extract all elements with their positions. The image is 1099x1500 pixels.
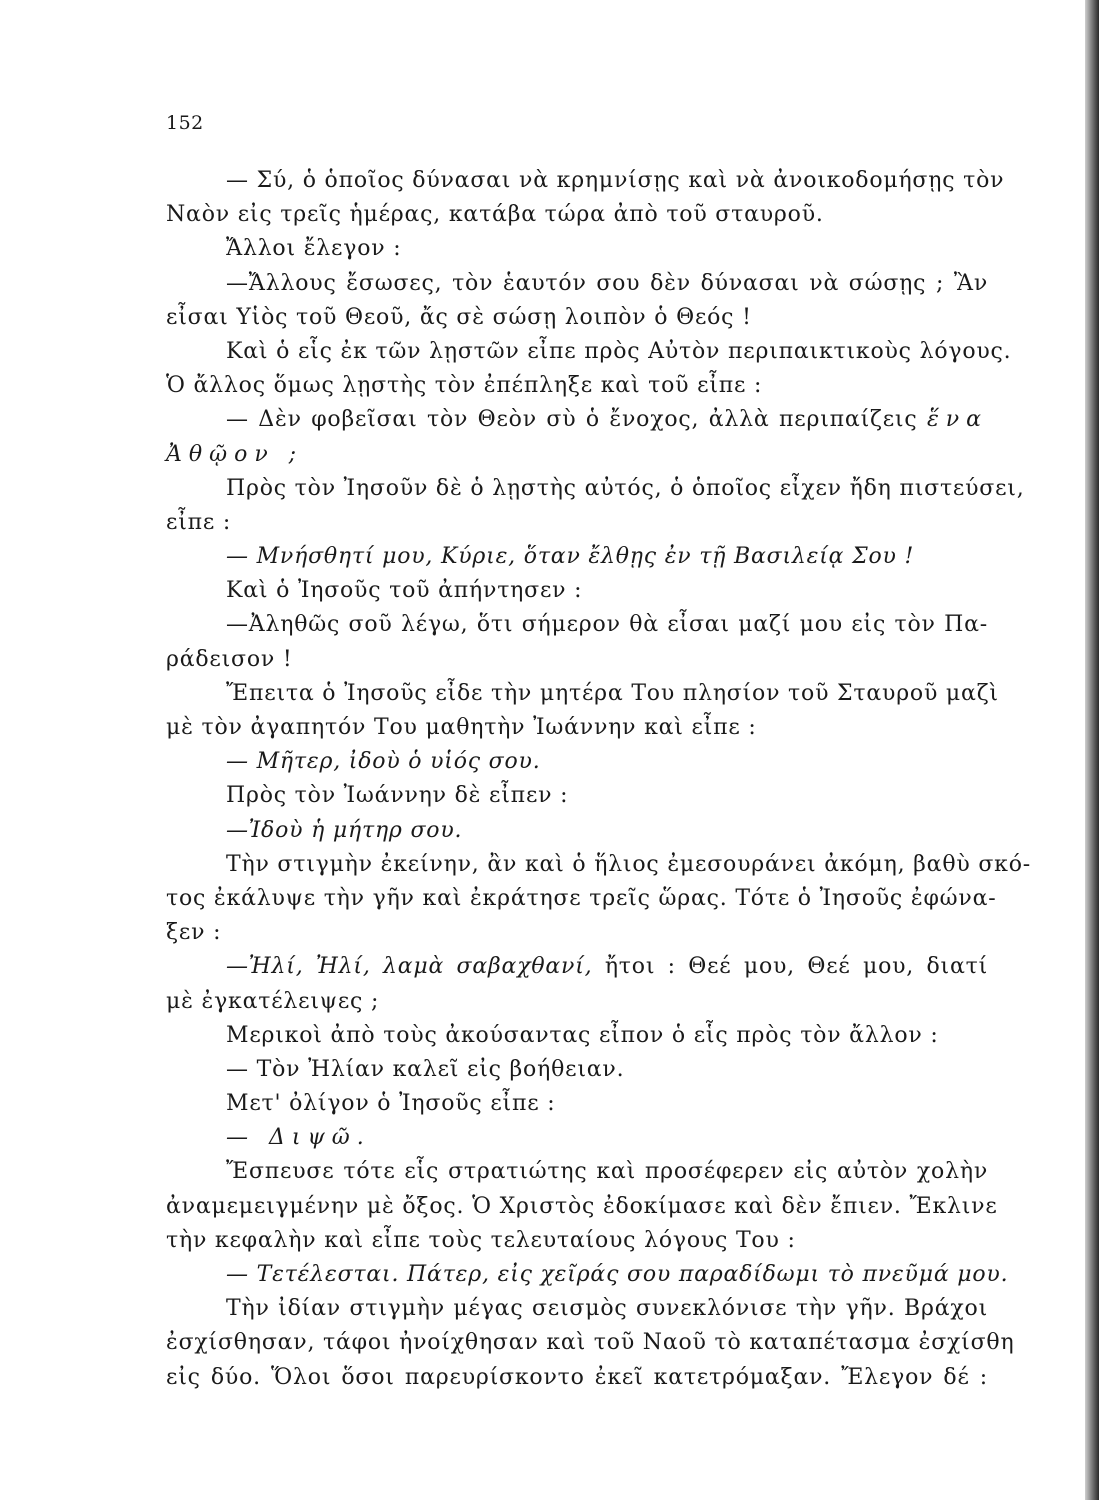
text-line: Πρὸς τὸν Ἰωάννην δὲ εἶπεν : <box>226 783 569 809</box>
text-line: Τὴν ἰδίαν στιγμὴν μέγας σεισμὸς συνεκλόνισε τὴν γῆν. Βράχοι <box>226 1296 988 1322</box>
text-line: Ἔσπευσε τότε εἷς στρατιώτης καὶ προσέφερεν εἰς αὐτὸν χολὴν <box>226 1159 988 1185</box>
text-line: μὲ ἐγκατέλειψες ; <box>166 988 380 1014</box>
text-line: Πρὸς τὸν Ἰησοῦν δὲ ὁ λῃστὴς αὐτός, ὁ ὁποῖος εἶχεν ἤδη πιστεύσει, <box>226 475 1025 501</box>
text-line: εἰς δύο. Ὅλοι ὅσοι παρευρίσκοντο ἐκεῖ κατετρόμαξαν. Ἔλεγον δέ : <box>166 1364 988 1390</box>
text-line: — Μνήσθητί μου, Κύριε, ὅταν ἔλθῃς ἐν τῇ Βασιλείᾳ Σου ! <box>226 544 915 570</box>
text-line: μὲ τὸν ἀγαπητόν Του μαθητὴν Ἰωάννην καὶ εἶπε : <box>166 715 757 740</box>
text-line: εἶπε : <box>166 509 232 535</box>
text-line: Ναὸν εἰς τρεῖς ἡμέρας, κατάβα τώρα ἀπὸ τοῦ σταυροῦ. <box>166 202 824 228</box>
text-line: ξεν : <box>166 920 222 946</box>
text-line: — Δὲν φοβεῖσαι τὸν Θεὸν σὺ ὁ ἔνοχος, ἀλλὰ περιπαίζεις ἕνα <box>226 407 988 433</box>
text-line: Μετ' ὀλίγον ὁ Ἰησοῦς εἶπε : <box>226 1091 556 1117</box>
text-line: ἐσχίσθησαν, τάφοι ἠνοίχθησαν καὶ τοῦ Ναοῦ τὸ καταπέτασμα ἐσχίσθη <box>166 1330 1015 1356</box>
text-line: εἶσαι Υἱὸς τοῦ Θεοῦ, ἄς σὲ σώσῃ λοιπὸν ὁ Θεός ! <box>166 304 752 330</box>
text-line: Μερικοὶ ἀπὸ τοὺς ἀκούσαντας εἶπον ὁ εἷς πρὸς τὸν ἄλλον : <box>226 1022 939 1048</box>
text-line: Ἔπειτα ὁ Ἰησοῦς εἶδε τὴν μητέρα Του πλησίον τοῦ Σταυροῦ μαζὶ <box>226 680 999 706</box>
text-line: —Ἄλλους ἔσωσες, τὸν ἑαυτόν σου δὲν δύνασαι νὰ σώσῃς ; Ἂν <box>226 270 988 296</box>
page-number: 152 <box>166 112 204 134</box>
text-line: Τὴν στιγμὴν ἐκείνην, ἂν καὶ ὁ ἥλιος ἐμεσουράνει ἀκόμη, βαθὺ σκό- <box>226 851 1031 877</box>
text-line: Ὁ ἄλλος ὅμως λῃστὴς τὸν ἐπέπληξε καὶ τοῦ εἶπε : <box>166 373 763 399</box>
text-line: — Σύ, ὁ ὁποῖος δύνασαι νὰ κρημνίσῃς καὶ νὰ ἀνοικοδομήσῃς τὸν <box>226 168 1005 193</box>
text-line: Καὶ ὁ Ἰησοῦς τοῦ ἀπήντησεν : <box>226 578 583 604</box>
text-line: — Τὸν Ἠλίαν καλεῖ εἰς βοήθειαν. <box>226 1056 625 1082</box>
text-line: Ἄλλοι ἔλεγον : <box>226 236 402 262</box>
text-line: — Τετέλεσται. Πάτερ, εἰς χεῖράς σου παραδίδωμι τὸ πνεῦμά μου. <box>226 1262 1009 1287</box>
text-line: τὴν κεφαλὴν καὶ εἶπε τοὺς τελευταίους λόγους Του : <box>166 1227 796 1253</box>
text-line: —Ἀληθῶς σοῦ λέγω, ὅτι σήμερον θὰ εἶσαι μαζί μου εἰς τὸν Πα- <box>226 612 988 638</box>
text-line: ράδεισον ! <box>166 646 293 672</box>
text-line: Καὶ ὁ εἷς ἐκ τῶν λῃστῶν εἶπε πρὸς Αὐτὸν περιπαικτικοὺς λόγους. <box>226 338 1012 364</box>
text-line: ἀναμεμειγμένην μὲ ὄξος. Ὁ Χριστὸς ἐδοκίμασε καὶ δὲν ἔπιεν. Ἔκλινε <box>166 1193 998 1219</box>
text-line: Ἀθῷον ; <box>166 441 304 467</box>
text-line: — Διψῶ. <box>226 1125 371 1151</box>
body-text <box>166 164 1031 1395</box>
page-edge-shadow <box>1085 0 1099 1500</box>
text-line: —Ἰδοὺ ἡ μήτηρ σου. <box>226 817 463 843</box>
text-line: τος ἐκάλυψε τὴν γῆν καὶ ἐκράτησε τρεῖς ὥρας. Τότε ὁ Ἰησοῦς ἐφώνα- <box>166 885 997 911</box>
text-line: —Ἠλί, Ἠλί, λαμὰ σαβαχθανί, ἤτοι : Θεέ μου, Θεέ μου, διατί <box>226 954 988 980</box>
text-line: — Μῆτερ, ἰδοὺ ὁ υἱός σου. <box>226 749 541 775</box>
